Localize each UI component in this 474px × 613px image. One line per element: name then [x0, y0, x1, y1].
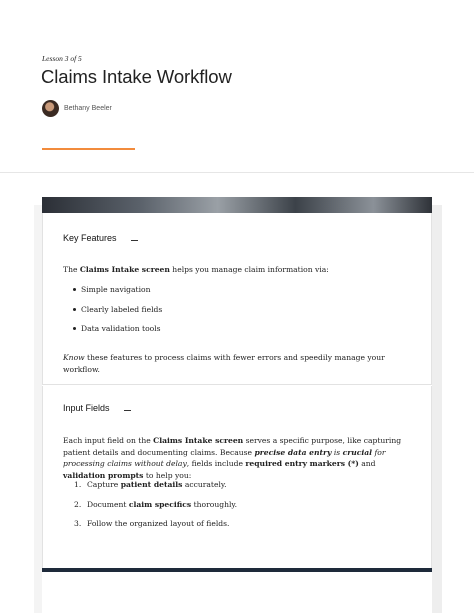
list-item: Clearly labeled fields [81, 304, 162, 324]
author-avatar [42, 100, 59, 117]
list-item: 3. Follow the organized layout of fields. [74, 519, 230, 528]
list-item: 2. Document claim specifics thoroughly. [74, 499, 238, 509]
list-item: Simple navigation [81, 284, 162, 304]
key-features-header[interactable] [63, 233, 139, 243]
content-gutter-left [34, 205, 42, 613]
accent-divider [42, 148, 135, 150]
input-fields-paragraph: Each input field on the Claims Intake screen serves a specific purpose, like capturing patient details and documenting claims. Because precise data entry is crucial for processing claims without delay, fields include required entry markers (*) and validation prompts to help you: [63, 436, 402, 480]
banner-image [42, 197, 432, 213]
list-item: 1. Capture patient details accurately. [74, 480, 227, 489]
key-features-closing: Know these features to process claims with fewer errors and speedily manage your workflow. [63, 353, 385, 374]
section-title: Input Fields [63, 403, 110, 413]
key-features-section [42, 213, 432, 385]
input-fields-section [42, 386, 432, 568]
list-item: Data validation tools [81, 323, 162, 343]
lesson-progress-label: Lesson 3 of 5 [42, 54, 82, 63]
lesson-header [0, 0, 474, 173]
key-features-intro: The Claims Intake screen helps you manage claim information via: [63, 265, 329, 274]
content-gutter-right [432, 205, 442, 613]
page-title: Claims Intake Workflow [41, 66, 232, 87]
author-byline [42, 100, 112, 117]
features-list [81, 284, 162, 343]
steps-list [74, 479, 238, 538]
author-name: Bethany Beeler [64, 105, 112, 112]
minus-icon[interactable] [124, 404, 132, 412]
section-footer-bar [42, 568, 432, 572]
minus-icon[interactable] [131, 234, 139, 242]
section-title: Key Features [63, 233, 117, 243]
input-fields-header[interactable] [63, 403, 132, 413]
